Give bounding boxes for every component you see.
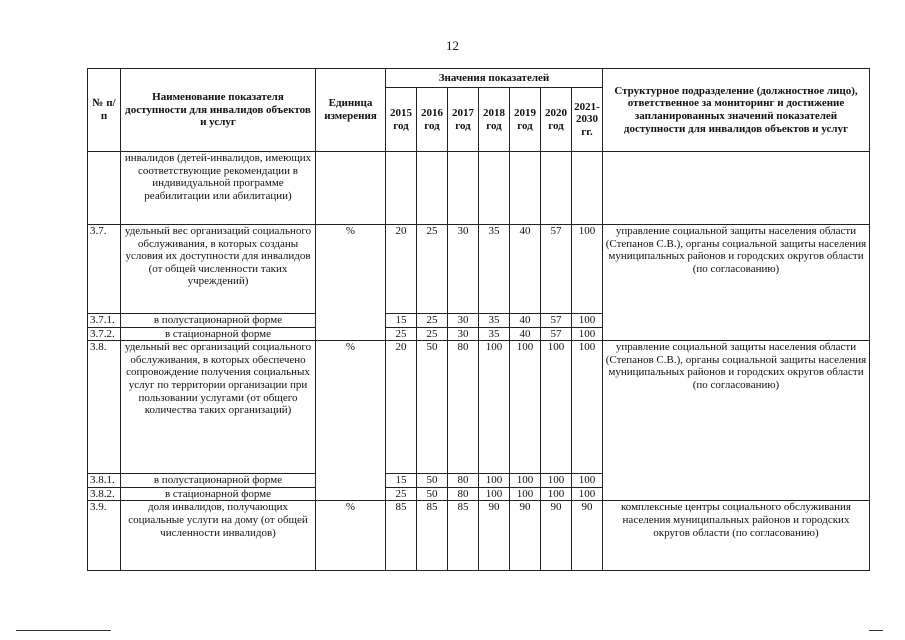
row-value: 30 [448, 327, 479, 341]
header-unit: Единица измерения [316, 69, 386, 152]
row-value [479, 152, 510, 225]
row-value: 40 [510, 314, 541, 328]
row-value: 100 [510, 474, 541, 488]
row-value: 100 [510, 341, 541, 474]
header-year: 2021-2030 гг. [572, 88, 603, 152]
scan-edge-line-left [16, 630, 111, 631]
table-row [88, 501, 870, 571]
row-name: доля инвалидов, получающих социальные услуги на дому (от общей численности инвалидов) [121, 501, 316, 571]
row-value [541, 152, 572, 225]
indicators-table [87, 68, 870, 571]
header-responsible: Структурное подразделение (должностное лицо), ответственное за мониторинг и достижение запланированных значений показателей доступности для инвалидов объектов и услуг [603, 69, 870, 152]
row-value: 100 [572, 474, 603, 488]
header-year: 2017 год [448, 88, 479, 152]
row-value: 100 [479, 474, 510, 488]
row-num: 3.8.2. [88, 487, 121, 501]
row-value: 100 [572, 225, 603, 314]
row-value: 85 [417, 501, 448, 571]
row-num: 3.7.2. [88, 327, 121, 341]
row-value: 85 [448, 501, 479, 571]
header-year: 2016 год [417, 88, 448, 152]
row-value: 100 [541, 341, 572, 474]
row-value: 85 [386, 501, 417, 571]
row-value: 40 [510, 327, 541, 341]
row-name: удельный вес организаций социального обслуживания, в которых обеспечено сопровождение получения социальных услуг по территории организации при пользовании услугами (от общего количества таких организаций) [121, 341, 316, 474]
row-value: 100 [572, 327, 603, 341]
row-value: 57 [541, 225, 572, 314]
row-value: 80 [448, 487, 479, 501]
row-num: 3.7.1. [88, 314, 121, 328]
row-value: 90 [479, 501, 510, 571]
row-value: 57 [541, 327, 572, 341]
row-value [510, 152, 541, 225]
row-value: 100 [510, 487, 541, 501]
row-value: 20 [386, 341, 417, 474]
row-num: 3.9. [88, 501, 121, 571]
row-name: инвалидов (детей-инвалидов, имеющих соответствующие рекомендации в индивидуальной программе реабилитации или абилитации) [121, 152, 316, 225]
row-value [417, 152, 448, 225]
scan-edge-line-right [869, 630, 883, 631]
row-value: 35 [479, 314, 510, 328]
row-value: 100 [541, 487, 572, 501]
row-name: в полустационарной форме [121, 314, 316, 328]
row-name: в стационарной форме [121, 487, 316, 501]
header-year: 2015 год [386, 88, 417, 152]
row-value: 80 [448, 341, 479, 474]
header-name: Наименование показателя доступности для инвалидов объектов и услуг [121, 69, 316, 152]
row-value: 35 [479, 327, 510, 341]
table-row [88, 152, 870, 225]
row-num: 3.8.1. [88, 474, 121, 488]
row-value [448, 152, 479, 225]
row-value: 25 [386, 487, 417, 501]
row-unit: % [316, 341, 386, 501]
row-value: 25 [417, 225, 448, 314]
row-num: 3.7. [88, 225, 121, 314]
row-unit [316, 152, 386, 225]
row-name: в стационарной форме [121, 327, 316, 341]
table-row [88, 225, 870, 314]
row-value: 50 [417, 487, 448, 501]
row-responsible: комплексные центры социального обслуживания населения муниципальных районов и городских округов области (по согласованию) [603, 501, 870, 571]
row-value: 90 [510, 501, 541, 571]
table-header-row [88, 69, 870, 88]
row-responsible: управление социальной защиты населения области (Степанов С.В.), органы социальной защиты населения муниципальных районов и городских округов области (по согласованию) [603, 225, 870, 341]
row-value: 100 [541, 474, 572, 488]
row-value: 40 [510, 225, 541, 314]
row-unit: % [316, 501, 386, 571]
row-value: 100 [572, 341, 603, 474]
row-value [572, 152, 603, 225]
row-num: 3.8. [88, 341, 121, 474]
page-number: 12 [446, 38, 459, 53]
header-year: 2018 год [479, 88, 510, 152]
row-value: 50 [417, 474, 448, 488]
row-value: 100 [572, 314, 603, 328]
row-value: 80 [448, 474, 479, 488]
row-value: 25 [417, 327, 448, 341]
row-value: 50 [417, 341, 448, 474]
row-value: 35 [479, 225, 510, 314]
row-responsible [603, 152, 870, 225]
row-value: 90 [541, 501, 572, 571]
row-value [386, 152, 417, 225]
table-row [88, 341, 870, 474]
row-value: 100 [479, 487, 510, 501]
row-num [88, 152, 121, 225]
row-value: 30 [448, 314, 479, 328]
header-year: 2020 год [541, 88, 572, 152]
header-year: 2019 год [510, 88, 541, 152]
row-value: 20 [386, 225, 417, 314]
row-value: 57 [541, 314, 572, 328]
row-responsible: управление социальной защиты населения области (Степанов С.В.), органы социальной защиты населения муниципальных районов и городских округов области (по согласованию) [603, 341, 870, 501]
header-num: № п/п [88, 69, 121, 152]
row-value: 100 [572, 487, 603, 501]
row-name: удельный вес организаций социального обслуживания, в которых созданы условия их доступности для инвалидов (от общей численности таких учреждений) [121, 225, 316, 314]
row-unit: % [316, 225, 386, 341]
header-values-group: Значения показателей [386, 69, 603, 88]
row-value: 100 [479, 341, 510, 474]
row-name: в полустационарной форме [121, 474, 316, 488]
row-value: 90 [572, 501, 603, 571]
row-value: 25 [386, 327, 417, 341]
row-value: 15 [386, 474, 417, 488]
row-value: 30 [448, 225, 479, 314]
row-value: 25 [417, 314, 448, 328]
row-value: 15 [386, 314, 417, 328]
